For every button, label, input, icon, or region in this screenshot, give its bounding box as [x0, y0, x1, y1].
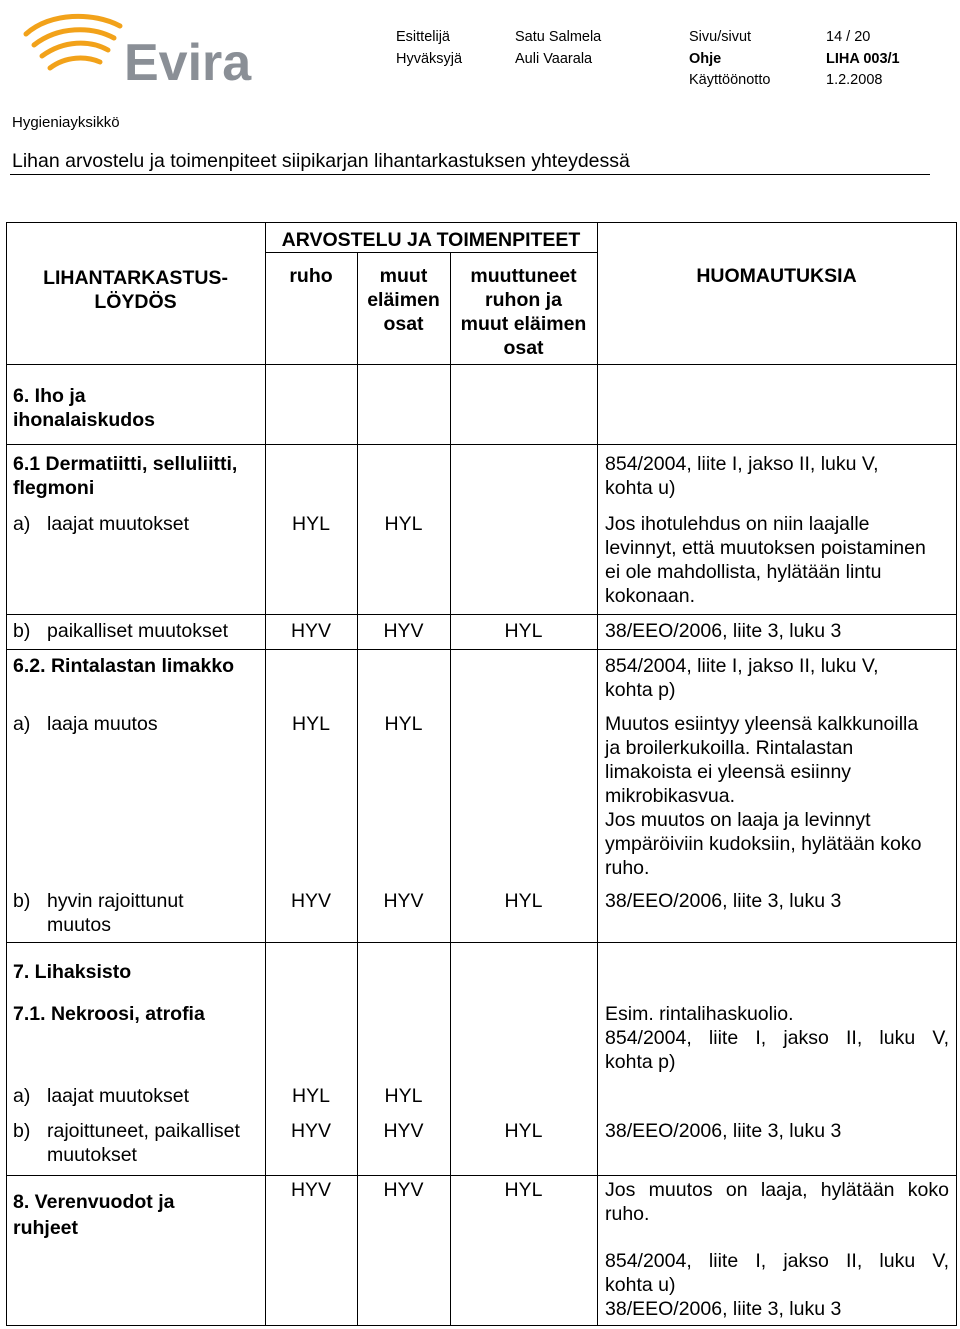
- group-header-divider: [265, 252, 597, 253]
- col-divider-finding: [265, 222, 266, 1326]
- row-6-1b-other: HYV: [383, 620, 424, 642]
- section-6-1-ref-2: kohta u): [605, 477, 676, 499]
- row-6-1b-remark: 38/EEO/2006, liite 3, luku 3: [605, 620, 842, 642]
- document-title: Lihan arvostelu ja toimenpiteet siipikarjan lihantarkastuksen yhteydessä: [12, 150, 630, 172]
- col-header-other-2: eläimen: [367, 289, 440, 311]
- row-6-2a-remark-4: mikrobikasvua.: [605, 785, 736, 807]
- row-6-2a-remark-7: ruho.: [605, 857, 650, 879]
- row-8-other: HYV: [383, 1179, 424, 1201]
- row-6-2b-label-2: muutos: [47, 914, 111, 936]
- row-7-1b-changed: HYL: [504, 1120, 543, 1142]
- doc-code: LIHA 003/1: [826, 51, 900, 67]
- col-header-finding-1: LIHANTARKASTUS-: [43, 267, 228, 289]
- col-divider-changed: [597, 222, 598, 1326]
- adoption-label: Käyttöönotto: [689, 72, 771, 88]
- section-6-title-1: 6. Iho ja: [13, 385, 86, 407]
- doc-type-label: Ohje: [689, 51, 722, 67]
- row-6-1a-label: laajat muutokset: [47, 513, 189, 535]
- section-8-title-1: 8. Verenvuodot ja: [13, 1191, 175, 1213]
- row-8-remark-3: 854/2004, liite I, jakso II, luku V,: [605, 1250, 949, 1272]
- col-divider-other: [450, 252, 451, 1326]
- col-header-changed-1: muuttuneet: [470, 265, 577, 287]
- section-6-2-ref-1: 854/2004, liite I, jakso II, luku V,: [605, 655, 879, 677]
- row-6-1a-letter: a): [13, 513, 31, 535]
- page-value: 14 / 20: [826, 29, 871, 45]
- row-6-1a-remark-3: ei ole mahdollista, hylätään lintu: [605, 561, 882, 583]
- row-7-1b-other: HYV: [383, 1120, 424, 1142]
- row-divider-5: [6, 942, 957, 943]
- table-border-bottom: [6, 1325, 957, 1326]
- section-6-title-2: ihonalaiskudos: [13, 409, 155, 431]
- row-7-1a-label: laajat muutokset: [47, 1085, 189, 1107]
- section-6-1-ref-1: 854/2004, liite I, jakso II, luku V,: [605, 453, 879, 475]
- section-6-1-title-2: flegmoni: [13, 477, 95, 499]
- row-6-2b-changed: HYL: [504, 890, 543, 912]
- adoption-date: 1.2.2008: [826, 72, 883, 88]
- row-7-1b-letter: b): [13, 1120, 31, 1142]
- row-7-1b-label-2: muutokset: [47, 1144, 137, 1166]
- page-label: Sivu/sivut: [689, 29, 752, 45]
- approver-value: Auli Vaarala: [515, 51, 593, 67]
- row-7-1a-letter: a): [13, 1085, 31, 1107]
- section-6-2-title: 6.2. Rintalastan limakko: [13, 655, 235, 677]
- evira-logo: [20, 12, 270, 87]
- row-6-2a-letter: a): [13, 713, 31, 735]
- row-8-remark-1: Jos muutos on laaja, hylätään koko: [605, 1179, 949, 1201]
- assessment-table: [6, 222, 957, 1326]
- section-7-1-ref-1: Esim. rintalihaskuolio.: [605, 1003, 794, 1025]
- row-divider-6: [6, 1175, 957, 1176]
- col-header-changed-2: ruhon ja: [485, 289, 562, 311]
- row-6-1b-label: paikalliset muutokset: [47, 620, 229, 642]
- presenter-value: Satu Salmela: [515, 29, 602, 45]
- col-header-carcass: ruho: [289, 265, 333, 287]
- section-7-1-ref-2: 854/2004, liite I, jakso II, luku V,: [605, 1027, 949, 1049]
- section-8-title-2: ruhjeet: [13, 1217, 79, 1239]
- row-7-1b-remark: 38/EEO/2006, liite 3, luku 3: [605, 1120, 842, 1142]
- row-divider-4: [6, 649, 957, 650]
- row-6-2a-remark-3: limakoista ei yleensä esiinny: [605, 761, 852, 783]
- row-divider-1: [6, 364, 957, 365]
- row-6-1b-changed: HYL: [504, 620, 543, 642]
- col-header-other-1: muut: [379, 265, 428, 287]
- row-6-2b-letter: b): [13, 890, 31, 912]
- row-8-remark-5: 38/EEO/2006, liite 3, luku 3: [605, 1298, 842, 1320]
- col-header-remarks: HUOMAUTUKSIA: [696, 265, 857, 287]
- unit-name: Hygieniayksikkö: [12, 114, 120, 131]
- row-6-1b-letter: b): [13, 620, 31, 642]
- section-6-1-title-1: 6.1 Dermatiitti, selluliitti,: [13, 453, 238, 475]
- row-6-2a-remark-1: Muutos esiintyy yleensä kalkkunoilla: [605, 713, 919, 735]
- col-header-other-3: osat: [383, 313, 424, 335]
- row-7-1a-carcass: HYL: [292, 1085, 330, 1107]
- col-header-finding-2: LÖYDÖS: [94, 291, 177, 313]
- row-7-1a-other: HYL: [384, 1085, 423, 1107]
- row-7-1b-label-1: rajoittuneet, paikalliset: [47, 1120, 240, 1142]
- row-6-2b-label-1: hyvin rajoittunut: [47, 890, 184, 912]
- col-header-changed-4: osat: [503, 337, 544, 359]
- section-7-title: 7. Lihaksisto: [13, 961, 132, 983]
- table-border-top: [6, 222, 957, 223]
- row-6-2a-carcass: HYL: [292, 713, 330, 735]
- row-6-2a-remark-5: Jos muutos on laaja ja levinnyt: [605, 809, 871, 831]
- col-header-changed-3: muut eläimen: [460, 313, 587, 335]
- row-6-1a-carcass: HYL: [292, 513, 330, 535]
- row-divider-3: [6, 614, 957, 615]
- approver-label: Hyväksyjä: [396, 51, 463, 67]
- row-6-2a-remark-6: ympäröiviin kudoksiin, hylätään koko: [605, 833, 922, 855]
- row-6-1a-remark-4: kokonaan.: [605, 585, 695, 607]
- row-divider-2: [6, 444, 957, 445]
- row-6-1b-carcass: HYV: [290, 620, 332, 642]
- row-8-carcass: HYV: [290, 1179, 332, 1201]
- row-6-2b-other: HYV: [383, 890, 424, 912]
- col-divider-carcass: [357, 252, 358, 1326]
- group-header: ARVOSTELU JA TOIMENPITEET: [281, 229, 581, 251]
- svg-text:Evira: Evira: [124, 34, 252, 87]
- table-border-right: [956, 222, 957, 1326]
- row-7-1b-carcass: HYV: [290, 1120, 332, 1142]
- row-6-2a-remark-2: ja broilerkukoilla. Rintalastan: [605, 737, 854, 759]
- row-6-1a-remark-1: Jos ihotulehdus on niin laajalle: [605, 513, 870, 535]
- presenter-label: Esittelijä: [396, 29, 450, 45]
- row-6-1a-remark-2: levinnyt, että muutoksen poistaminen: [605, 537, 926, 559]
- title-underline: [10, 174, 930, 175]
- table-border-left: [6, 222, 7, 1326]
- row-6-1a-other: HYL: [384, 513, 423, 535]
- row-8-remark-4: kohta u): [605, 1274, 676, 1296]
- row-8-changed: HYL: [504, 1179, 543, 1201]
- section-6-2-ref-2: kohta p): [605, 679, 676, 701]
- section-7-1-ref-3: kohta p): [605, 1051, 676, 1073]
- section-7-1-title: 7.1. Nekroosi, atrofia: [13, 1003, 205, 1025]
- row-6-2a-label: laaja muutos: [47, 713, 158, 735]
- row-6-2b-carcass: HYV: [290, 890, 332, 912]
- row-6-2a-other: HYL: [384, 713, 423, 735]
- row-6-2b-remark: 38/EEO/2006, liite 3, luku 3: [605, 890, 842, 912]
- row-8-remark-2: ruho.: [605, 1203, 650, 1225]
